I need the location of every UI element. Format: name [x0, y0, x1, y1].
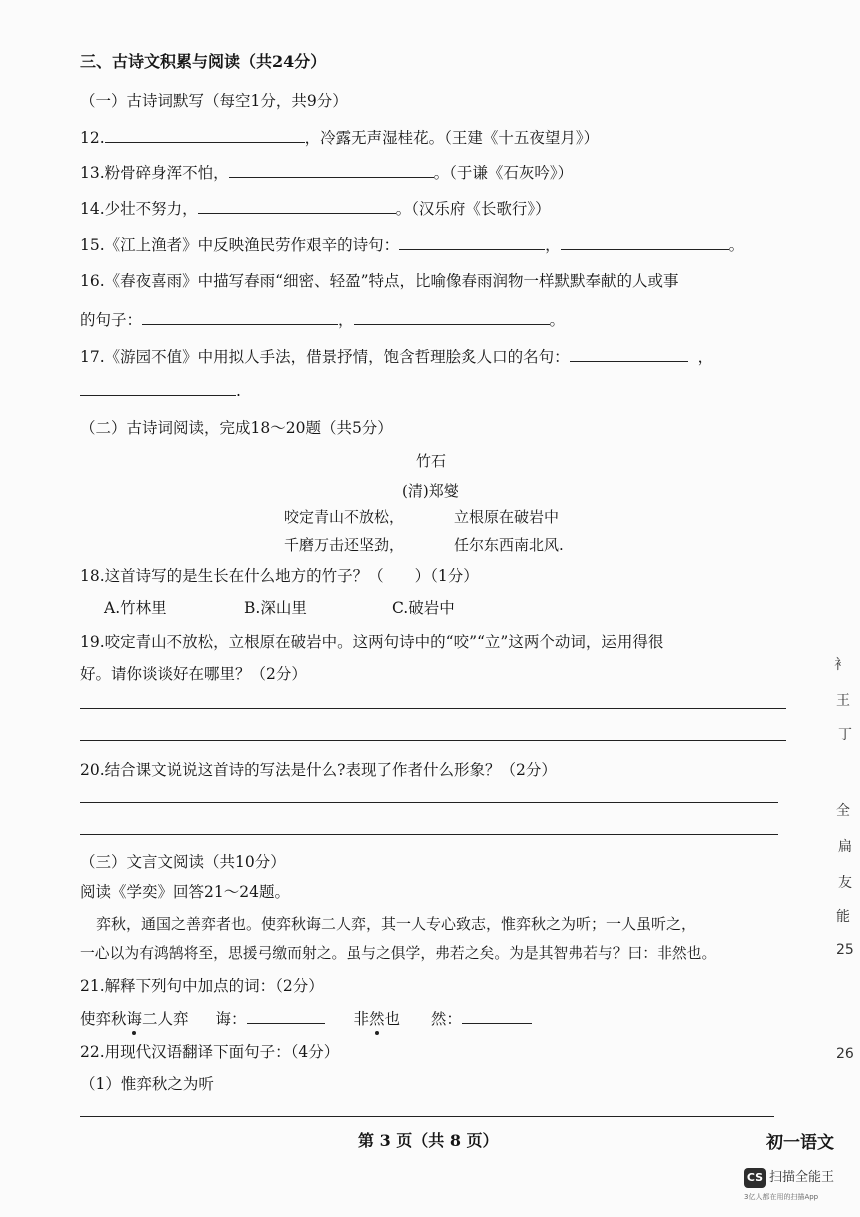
q20-answer-line-2[interactable]	[80, 834, 778, 835]
q18-option-c[interactable]: C.破岩中	[392, 599, 455, 617]
page-number: 第 3 页（共 8 页）	[358, 1131, 499, 1150]
q17-line1	[80, 346, 713, 367]
part3-title: （三）文言文阅读（共10分）	[80, 853, 286, 871]
section-title: 三、古诗文积累与阅读（共24分）	[80, 52, 327, 71]
q12-blank[interactable]	[105, 127, 305, 143]
q13-blank[interactable]	[229, 162, 434, 178]
margin-mark-8: 25	[836, 942, 854, 958]
q17-line2	[80, 380, 241, 401]
q22-sub1: （1）惟弈秋之为听	[80, 1075, 214, 1093]
q21-dotted-char-1: 诲	[126, 1010, 143, 1028]
q22: 22.用现代汉语翻译下面句子：（4分）	[80, 1043, 340, 1061]
q13-source: 。（于谦《石灰吟》）	[433, 164, 574, 182]
q16-blank-1[interactable]	[142, 309, 338, 325]
scanner-app-name: 扫描全能王	[769, 1170, 835, 1185]
q15-sep: ，	[545, 236, 561, 254]
margin-mark-2: 王	[836, 693, 850, 709]
scanner-logo-icon: CS	[744, 1168, 766, 1188]
q15-end: 。	[728, 236, 745, 254]
q15-blank-2[interactable]	[561, 234, 729, 250]
q12	[80, 127, 599, 148]
part1-title: （一）古诗词默写（每空1分，共9分）	[80, 92, 348, 110]
margin-mark-9: 26	[836, 1046, 854, 1062]
margin-mark-6: 友	[838, 875, 852, 891]
q21-blank-2[interactable]	[462, 1008, 532, 1024]
q21-word-2: 然：	[430, 1010, 462, 1028]
q21: 21.解释下列句中加点的词：（2分）	[80, 977, 324, 995]
q12-number: 12.	[80, 129, 105, 147]
q19-answer-line-1[interactable]	[80, 708, 786, 709]
q16-line2	[80, 309, 565, 330]
q21-s1a: 使弈秋	[80, 1010, 127, 1028]
q15	[80, 234, 744, 255]
q17-sep: ，	[697, 348, 714, 366]
q17-text: 17.《游园不值》中用拟人手法，借景抒情，饱含哲理脍炙人口的名句：	[80, 348, 570, 366]
q19-line2: 好。请你谈谈好在哪里？（2分）	[80, 665, 307, 683]
q18-option-a[interactable]: A.竹林里	[104, 599, 167, 617]
q16-blank-2[interactable]	[354, 309, 550, 325]
q12-text: ，冷露无声湿桂花。（王建《十五夜望月》）	[304, 129, 600, 147]
q21-items	[80, 1008, 532, 1029]
margin-mark-4: 全	[836, 803, 850, 819]
poem-line-1b: 立根原在破岩中	[454, 508, 560, 526]
q14-source: 。（汉乐府《长歌行》）	[395, 200, 551, 218]
poem-title: 竹石	[416, 452, 447, 470]
q18-option-b[interactable]: B.深山里	[244, 599, 307, 617]
q20-answer-line-1[interactable]	[80, 802, 778, 803]
q21-s2b: 也	[384, 1010, 400, 1028]
margin-mark-7: 能	[836, 909, 850, 925]
q19-line1: 19.咬定青山不放松，立根原在破岩中。这两句诗中的“咬”“立”这两个动词，运用得很	[80, 633, 664, 651]
q17-blank-1[interactable]	[570, 346, 688, 362]
q21-s2a: 非	[353, 1010, 369, 1028]
q21-s1b: 二人弈	[142, 1010, 189, 1028]
poem-line-2a: 千磨万击还坚劲，	[284, 536, 405, 554]
q16-end: 。	[549, 311, 566, 329]
q17-end: .	[236, 382, 241, 400]
q19-answer-line-2[interactable]	[80, 740, 786, 741]
q21-blank-1[interactable]	[247, 1008, 325, 1024]
q15-blank-1[interactable]	[399, 234, 545, 250]
margin-mark-5: 扁	[838, 839, 852, 855]
part3-intro: 阅读《学奕》回答21～24题。	[80, 883, 290, 901]
q21-word-1: 诲：	[215, 1010, 247, 1028]
q13-text: 13.粉骨碎身浑不怕，	[80, 164, 229, 182]
q16-label: 的句子：	[80, 311, 143, 329]
q14-blank[interactable]	[198, 198, 396, 214]
q16-sep: ，	[338, 311, 354, 329]
poem-line-1a: 咬定青山不放松，	[284, 508, 405, 526]
q13	[80, 162, 573, 183]
margin-mark-3: 丁	[838, 727, 852, 743]
margin-mark-1: 衤	[834, 657, 848, 673]
q14	[80, 198, 551, 219]
passage-line-2: 一心以为有鸿鹄将至，思援弓缴而射之。虽与之俱学，弗若之矣。为是其智弗若与？曰：非然也。	[80, 945, 717, 962]
subject-label: 初一语文	[766, 1133, 834, 1153]
poem-line-2b: 任尔东西南北风.	[454, 536, 564, 554]
q16-line1: 16.《春夜喜雨》中描写春雨“细密、轻盈”特点，比喻像春雨润物一样默默奉献的人或事	[80, 272, 679, 290]
q22-answer-line[interactable]	[80, 1116, 774, 1117]
q17-blank-2[interactable]	[80, 380, 236, 396]
poem-author: (清)郑燮	[402, 482, 459, 500]
q14-text: 14.少壮不努力，	[80, 200, 198, 218]
scanner-tagline: 3亿人都在用的扫描App	[744, 1193, 819, 1201]
q20: 20.结合课文说说这首诗的写法是什么?表现了作者什么形象？（2分）	[80, 761, 557, 779]
passage-line-1: 弈秋，通国之善弈者也。使弈秋诲二人弈，其一人专心致志，惟弈秋之为听；一人虽听之，	[96, 915, 697, 933]
q15-text: 15.《江上渔者》中反映渔民劳作艰辛的诗句：	[80, 236, 400, 254]
q18: 18.这首诗写的是生长在什么地方的竹子？（ ）（1分）	[80, 567, 479, 585]
q21-dotted-char-2: 然	[368, 1010, 385, 1028]
part2-title: （二）古诗词阅读，完成18～20题（共5分）	[80, 419, 393, 437]
